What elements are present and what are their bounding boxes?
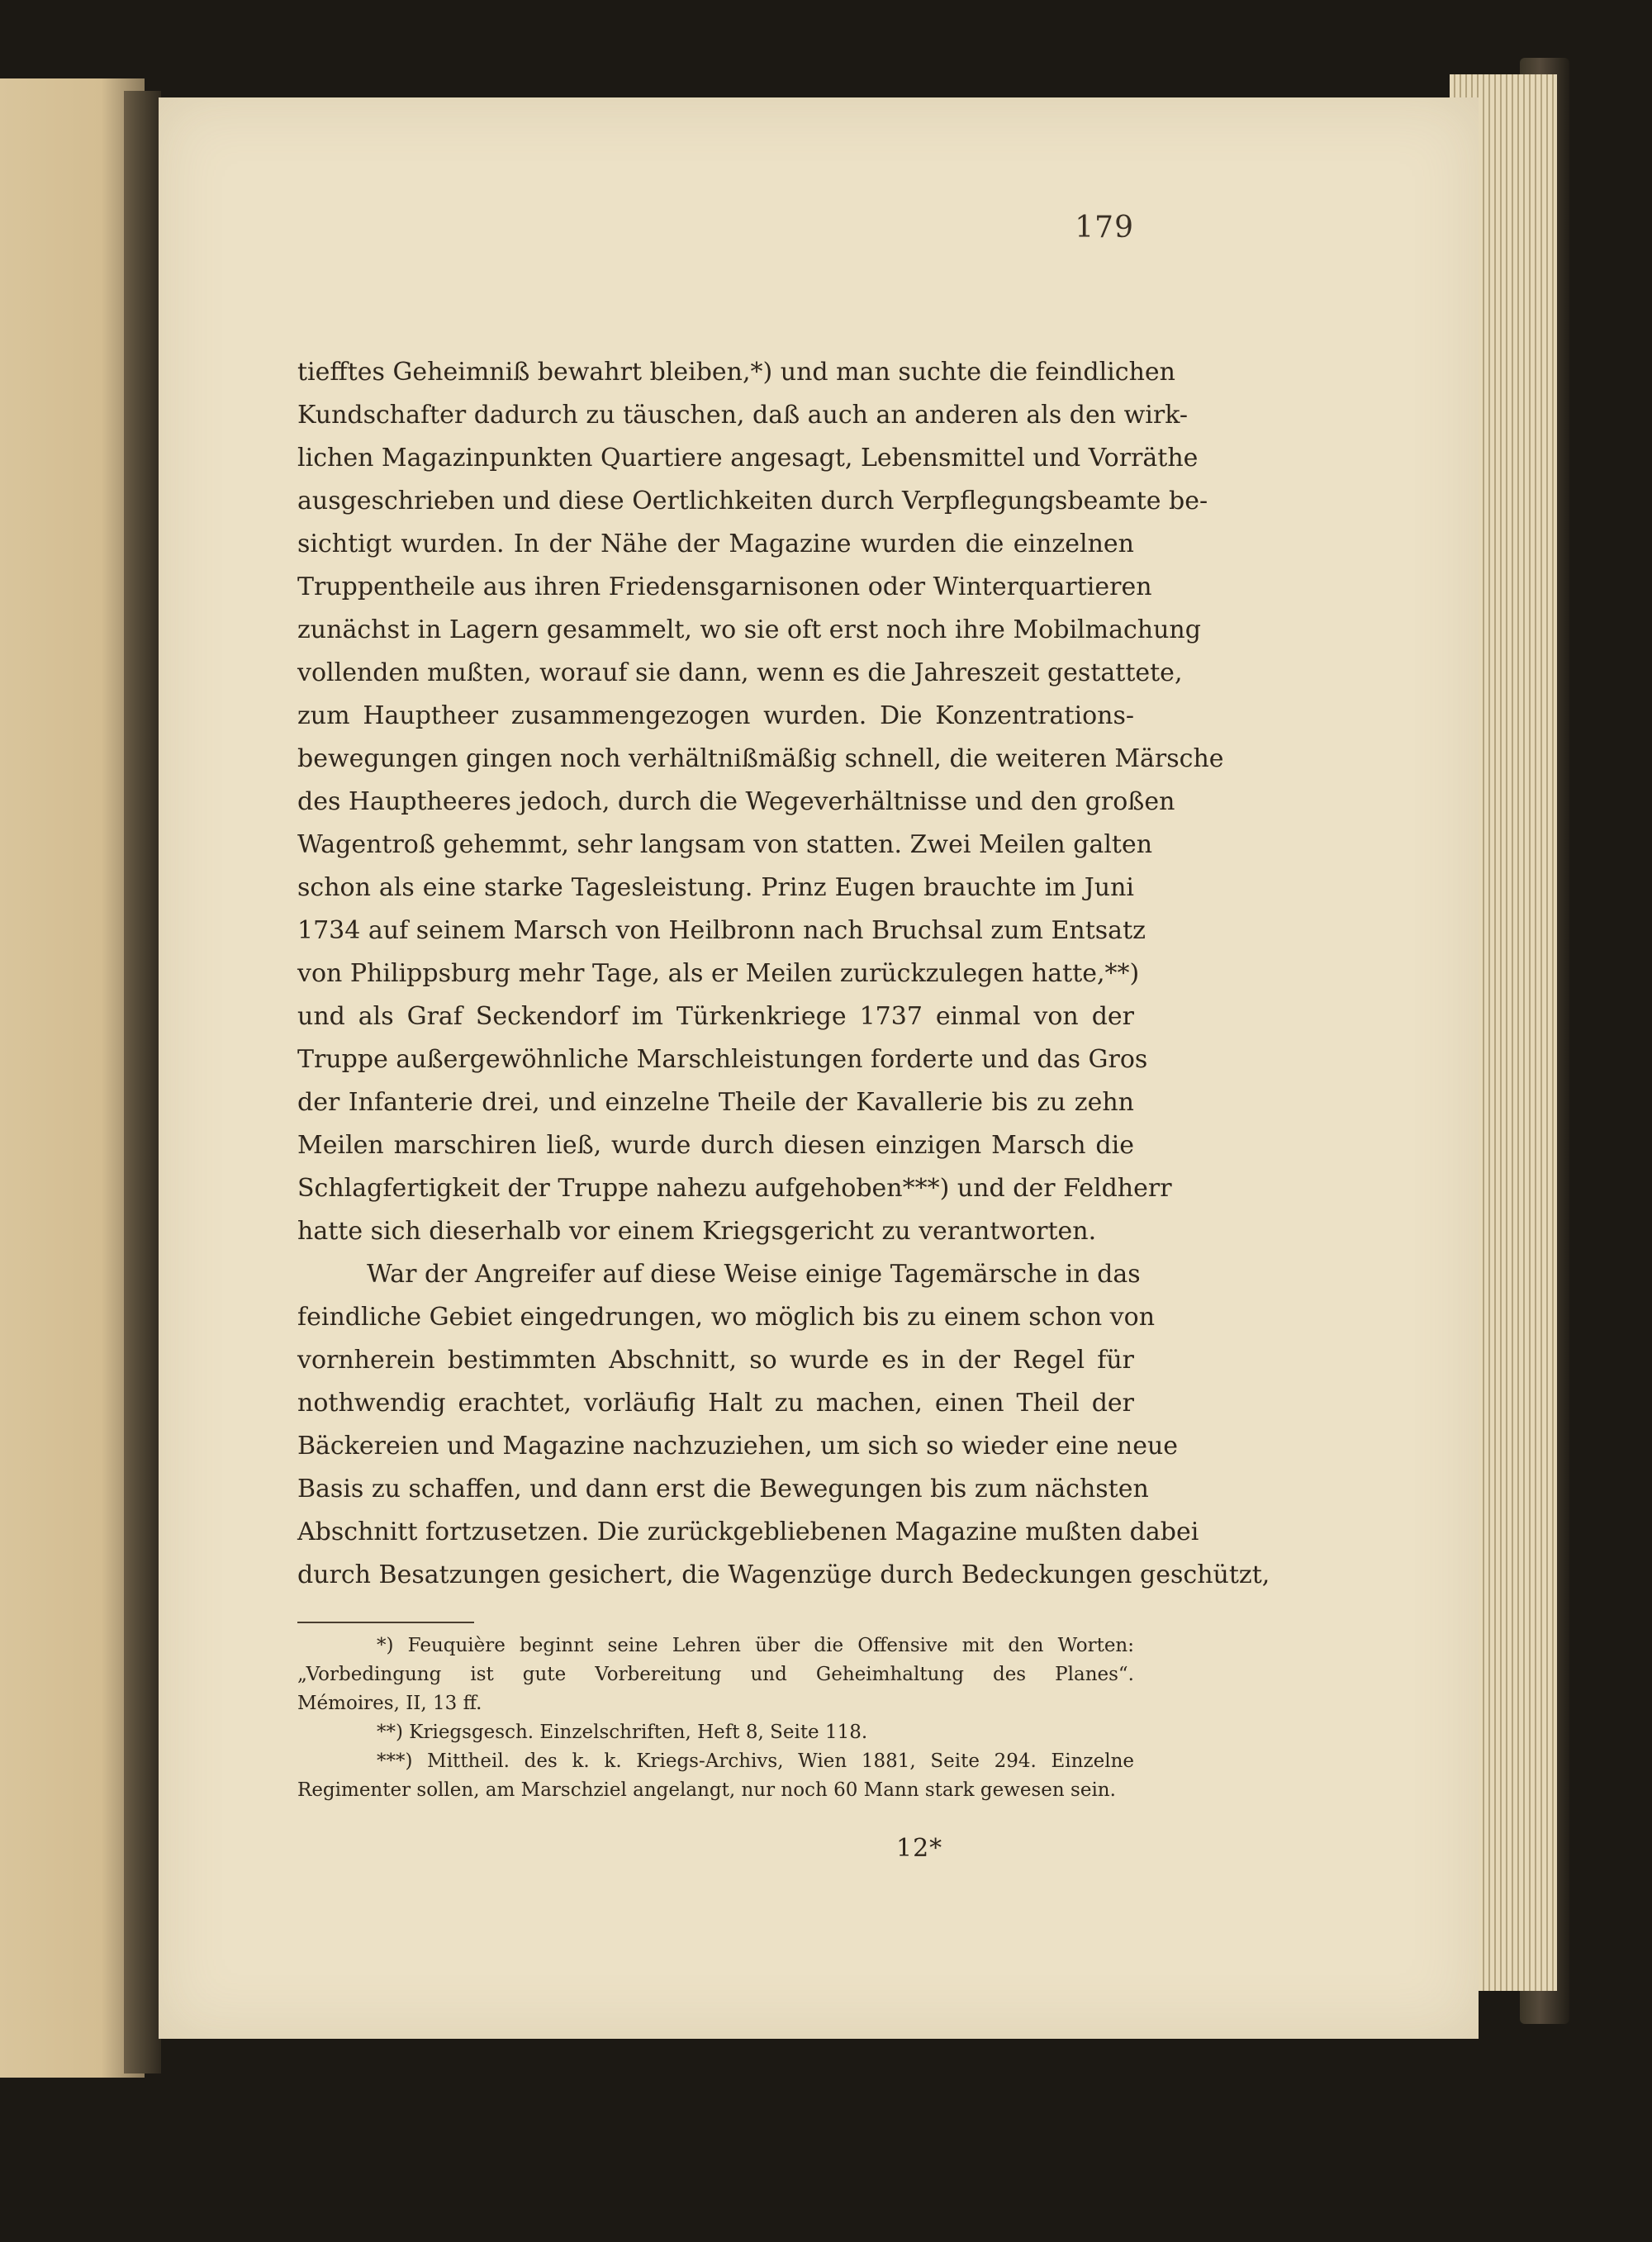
footnote-rule bbox=[297, 1622, 474, 1623]
footnote-line: Mémoires, II, 13 ff. bbox=[297, 1693, 482, 1714]
text-line: tiefftes Geheimniß bewahrt bleiben,*) und man suchte die feindlichen bbox=[297, 358, 1175, 387]
text-line: zunächst in Lagern gesammelt, wo sie oft erst noch ihre Mobilmachung bbox=[297, 615, 1201, 644]
text-line: und als Graf Seckendorf im Türkenkriege 1737 einmal von der bbox=[297, 1002, 1134, 1031]
footnotes bbox=[297, 1632, 1134, 1805]
footnote-line: **) Kriegsgesch. Einzelschriften, Heft 8, Seite 118. bbox=[377, 1722, 868, 1743]
text-line: Truppentheile aus ihren Friedensgarnisonen oder Winterquartieren bbox=[297, 572, 1152, 601]
footnote-line: Regimenter sollen, am Marschziel angelangt, nur noch 60 Mann stark gewesen sein. bbox=[297, 1779, 1116, 1801]
facing-page bbox=[0, 78, 145, 2078]
text-line: Meilen marschiren ließ, wurde durch diesen einzigen Marsch die bbox=[297, 1131, 1134, 1160]
main-text bbox=[297, 351, 1270, 1597]
text-line: vollenden mußten, worauf sie dann, wenn es die Jahreszeit gestattete, bbox=[297, 658, 1183, 687]
footnote-line: „Vorbedingung ist gute Vorbereitung und Geheimhaltung des Planes“. bbox=[297, 1664, 1134, 1685]
text-line: zum Hauptheer zusammengezogen wurden. Die Konzentrations- bbox=[297, 701, 1134, 730]
text-line: des Hauptheeres jedoch, durch die Wegeverhältnisse und den großen bbox=[297, 787, 1175, 816]
paragraph-first-line: War der Angreifer auf diese Weise einige Tagemärsche in das bbox=[367, 1260, 1141, 1289]
text-line: Wagentroß gehemmt, sehr langsam von statten. Zwei Meilen galten bbox=[297, 830, 1153, 859]
text-line: der Infanterie drei, und einzelne Theile der Kavallerie bis zu zehn bbox=[297, 1088, 1134, 1117]
footnote-line: ***) Mittheil. des k. k. Kriegs-Archivs, Wien 1881, Seite 294. Einzelne bbox=[377, 1750, 1134, 1772]
text-line: sichtigt wurden. In der Nähe der Magazine wurden die einzelnen bbox=[297, 530, 1134, 558]
text-line: schon als eine starke Tagesleistung. Prinz Eugen brauchte im Juni bbox=[297, 873, 1134, 902]
text-line: von Philippsburg mehr Tage, als er Meilen zurückzulegen hatte,**) bbox=[297, 959, 1140, 988]
text-line: feindliche Gebiet eingedrungen, wo möglich bis zu einem schon von bbox=[297, 1303, 1156, 1332]
text-line: Truppe außergewöhnliche Marschleistungen forderte und das Gros bbox=[297, 1045, 1148, 1074]
text-line: Bäckereien und Magazine nachzuziehen, um sich so wieder eine neue bbox=[297, 1432, 1179, 1461]
page-number: 179 bbox=[1075, 211, 1134, 245]
signature-mark: 12* bbox=[896, 1834, 943, 1863]
text-line: ausgeschrieben und diese Oertlichkeiten durch Verpflegungsbeamte be- bbox=[297, 487, 1208, 515]
text-line: 1734 auf seinem Marsch von Heilbronn nach Bruchsal zum Entsatz bbox=[297, 916, 1146, 945]
text-line: Abschnitt fortzusetzen. Die zurückgebliebenen Magazine mußten dabei bbox=[297, 1518, 1199, 1546]
text-line: durch Besatzungen gesichert, die Wagenzüge durch Bedeckungen geschützt, bbox=[297, 1560, 1270, 1589]
text-line: nothwendig erachtet, vorläufig Halt zu machen, einen Theil der bbox=[297, 1389, 1134, 1418]
text-line: bewegungen gingen noch verhältnißmäßig schnell, die weiteren Märsche bbox=[297, 744, 1224, 773]
text-line: hatte sich dieserhalb vor einem Kriegsgericht zu verantworten. bbox=[297, 1217, 1097, 1246]
text-line: Basis zu schaffen, und dann erst die Bewegungen bis zum nächsten bbox=[297, 1475, 1149, 1503]
text-line: vornherein bestimmten Abschnitt, so wurde es in der Regel für bbox=[297, 1346, 1134, 1375]
text-line: lichen Magazinpunkten Quartiere angesagt, Lebensmittel und Vorräthe bbox=[297, 444, 1199, 473]
text-line: Kundschafter dadurch zu täuschen, daß auch an anderen als den wirk- bbox=[297, 401, 1189, 430]
text-line: Schlagfertigkeit der Truppe nahezu aufgehoben***) und der Feldherr bbox=[297, 1174, 1172, 1203]
footnote-line: *) Feuquière beginnt seine Lehren über die Offensive mit den Worten: bbox=[377, 1635, 1134, 1656]
book-gutter bbox=[124, 91, 161, 2073]
